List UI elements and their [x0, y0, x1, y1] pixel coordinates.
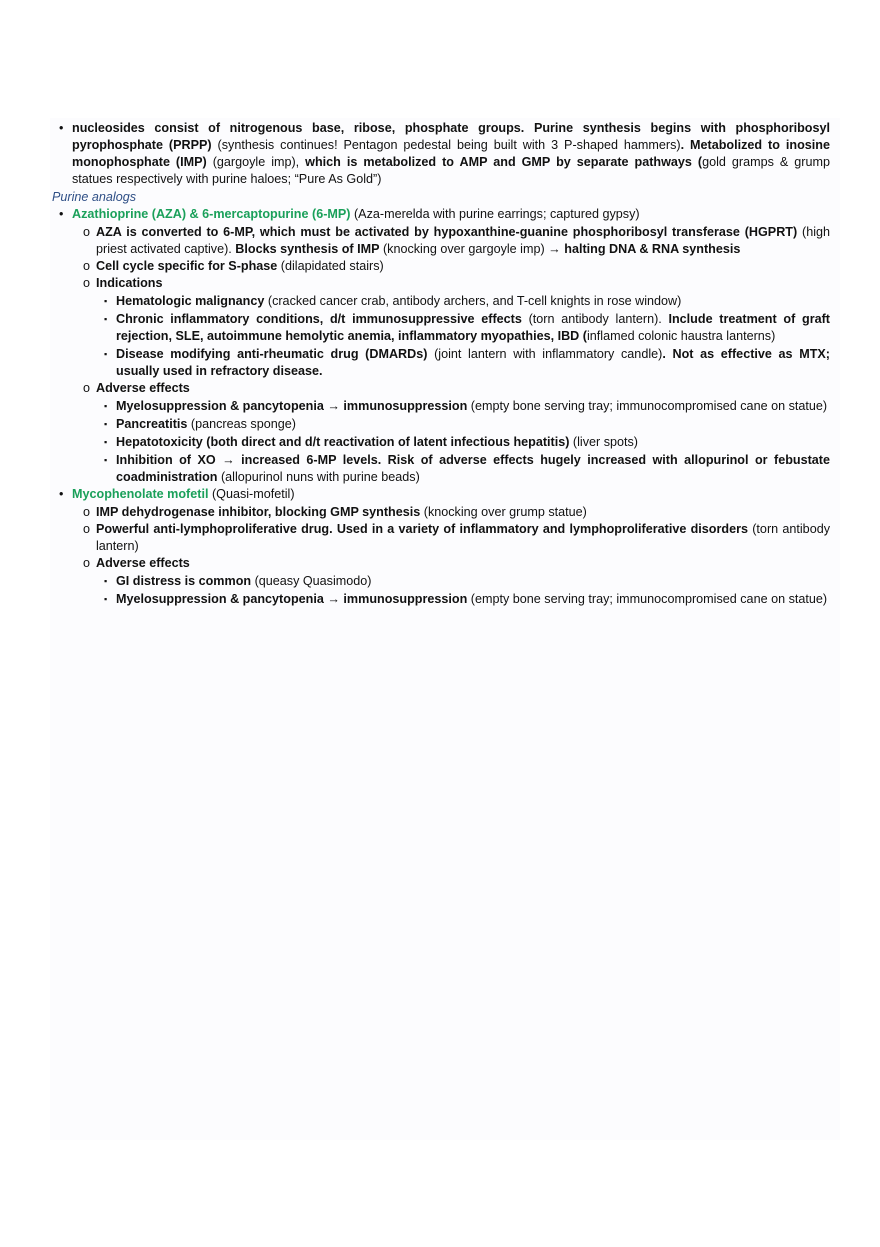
- text-bold: Cell cycle specific for S-phase: [96, 259, 278, 273]
- circle-marker: o: [83, 381, 91, 395]
- text-bold: Include treatment of graft rejection, SLE, autoimmune hemolytic anemia, inflammatory myopathies, IBD (: [116, 312, 830, 343]
- list-item-mycophenolate: [52, 486, 830, 503]
- text-bold: Pancreatitis: [116, 417, 188, 431]
- text-bold: which is metabolized to AMP and GMP by separate pathways (: [305, 155, 703, 169]
- text-plain: (synthesis continues! Pentagon pedestal being built with 3 P-shaped hammers): [211, 138, 681, 152]
- bullet-marker: •: [59, 487, 64, 501]
- section-heading: Purine analogs: [52, 190, 137, 204]
- text-bold: Adverse effects: [96, 381, 190, 395]
- indication-dmard: [52, 346, 830, 380]
- indication-inflammatory: [52, 311, 830, 345]
- text-plain: (liver spots): [569, 435, 638, 449]
- text-plain: (high priest activated captive).: [96, 225, 830, 256]
- text-bold: Myelosuppression & pancytopenia → immunosuppression: [116, 592, 468, 606]
- text-bold: IMP dehydrogenase inhibitor, blocking GMP synthesis: [96, 505, 421, 519]
- sub-item-indications: [52, 275, 830, 292]
- text-plain: (queasy Quasimodo): [251, 574, 372, 588]
- sub-item-adverse-effects: [52, 555, 830, 572]
- text-plain: gold gramps & grump statues respectively with purine haloes; “Pure As Gold”): [72, 155, 830, 186]
- notes-body: [52, 120, 830, 608]
- text-plain: (torn antibody lantern).: [521, 312, 669, 326]
- square-marker: ▪: [104, 437, 108, 447]
- adverse-hepatotoxicity: [52, 434, 830, 451]
- circle-marker: o: [83, 259, 91, 273]
- sub-item-cell-cycle: [52, 258, 830, 275]
- adverse-myelosuppression: [52, 591, 830, 608]
- square-marker: ▪: [104, 349, 108, 359]
- text-plain: (empty bone serving tray; immunocompromised cane on statue): [467, 399, 828, 413]
- drug-name: Azathioprine (AZA) & 6-mercaptopurine (6-MP): [72, 207, 351, 221]
- list-item-nucleosides: [52, 120, 830, 188]
- text-bold: Chronic inflammatory conditions, d/t immunosuppressive effects: [116, 312, 522, 326]
- text-plain: (Quasi-mofetil): [208, 487, 295, 501]
- adverse-xo-inhibition: [52, 452, 830, 486]
- text-bold: Powerful anti-lymphoproliferative drug. Used in a variety of inflammatory and lymphoproliferative disorders: [96, 522, 748, 536]
- text-bold: GI distress is common: [116, 574, 252, 588]
- text-plain: (knocking over grump statue): [420, 505, 587, 519]
- circle-marker: o: [83, 225, 91, 239]
- indication-hematologic: [52, 293, 830, 310]
- text-plain: (knocking over gargoyle imp): [379, 242, 549, 256]
- text-plain: (dilapidated stairs): [277, 259, 384, 273]
- text-plain: (gargoyle imp),: [206, 155, 306, 169]
- text-bold: Indications: [96, 276, 163, 290]
- sub-item-imp-dehydrogenase: [52, 504, 830, 521]
- sub-item-conversion: [52, 224, 830, 258]
- text-bold: Blocks synthesis of IMP: [235, 242, 380, 256]
- text-plain: (empty bone serving tray; immunocompromised cane on statue): [467, 592, 828, 606]
- circle-marker: o: [83, 505, 91, 519]
- text-bold: → halting DNA & RNA synthesis: [548, 242, 741, 256]
- bullet-marker: •: [59, 207, 64, 221]
- drug-name: Mycophenolate mofetil: [72, 487, 209, 501]
- text-bold: Inhibition of XO → increased 6-MP levels. Risk of adverse effects hugely increased with allopurinol or febustate coadministration: [116, 453, 830, 484]
- text-bold: . Not as effective as MTX; usually used in refractory disease.: [116, 347, 830, 378]
- text-plain: (joint lantern with inflammatory candle): [427, 347, 663, 361]
- text-bold: Hematologic malignancy: [116, 294, 265, 308]
- text-bold: . Metabolized to inosine monophosphate (IMP): [72, 138, 830, 169]
- sub-item-adverse-effects: [52, 380, 830, 397]
- text-plain: (allopurinol nuns with purine beads): [217, 470, 420, 484]
- text-plain: inflamed colonic haustra lanterns): [586, 329, 776, 343]
- square-marker: ▪: [104, 314, 108, 324]
- text-bold: Adverse effects: [96, 556, 190, 570]
- circle-marker: o: [83, 522, 91, 536]
- text-bold: nucleosides consist of nitrogenous base, ribose, phosphate groups. Purine synthesis begins with phosphoribosyl pyrophosphate (PRPP): [72, 121, 830, 152]
- bullet-marker: •: [59, 121, 64, 135]
- adverse-gi-distress: [52, 573, 830, 590]
- square-marker: ▪: [104, 401, 108, 411]
- circle-marker: o: [83, 556, 91, 570]
- square-marker: ▪: [104, 419, 108, 429]
- text-bold: Hepatotoxicity (both direct and d/t reactivation of latent infectious hepatitis): [116, 435, 570, 449]
- square-marker: ▪: [104, 455, 108, 465]
- text-plain: (torn antibody lantern): [96, 522, 830, 553]
- list-item-azathioprine: [52, 206, 830, 223]
- text-bold: AZA is converted to 6-MP, which must be activated by hypoxanthine-guanine phosphoribosyl transferase (HGPRT): [96, 225, 798, 239]
- circle-marker: o: [83, 276, 91, 290]
- text-plain: (cracked cancer crab, antibody archers, and T-cell knights in rose window): [264, 294, 682, 308]
- adverse-myelosuppression: [52, 398, 830, 415]
- text-plain: (pancreas sponge): [187, 417, 296, 431]
- text-bold: Disease modifying anti-rheumatic drug (DMARDs): [116, 347, 428, 361]
- square-marker: ▪: [104, 296, 108, 306]
- adverse-pancreatitis: [52, 416, 830, 433]
- square-marker: ▪: [104, 594, 108, 604]
- square-marker: ▪: [104, 576, 108, 586]
- sub-item-anti-lymphoproliferative: [52, 521, 830, 555]
- text-bold: Myelosuppression & pancytopenia → immunosuppression: [116, 399, 468, 413]
- text-plain: (Aza-merelda with purine earrings; captured gypsy): [350, 207, 640, 221]
